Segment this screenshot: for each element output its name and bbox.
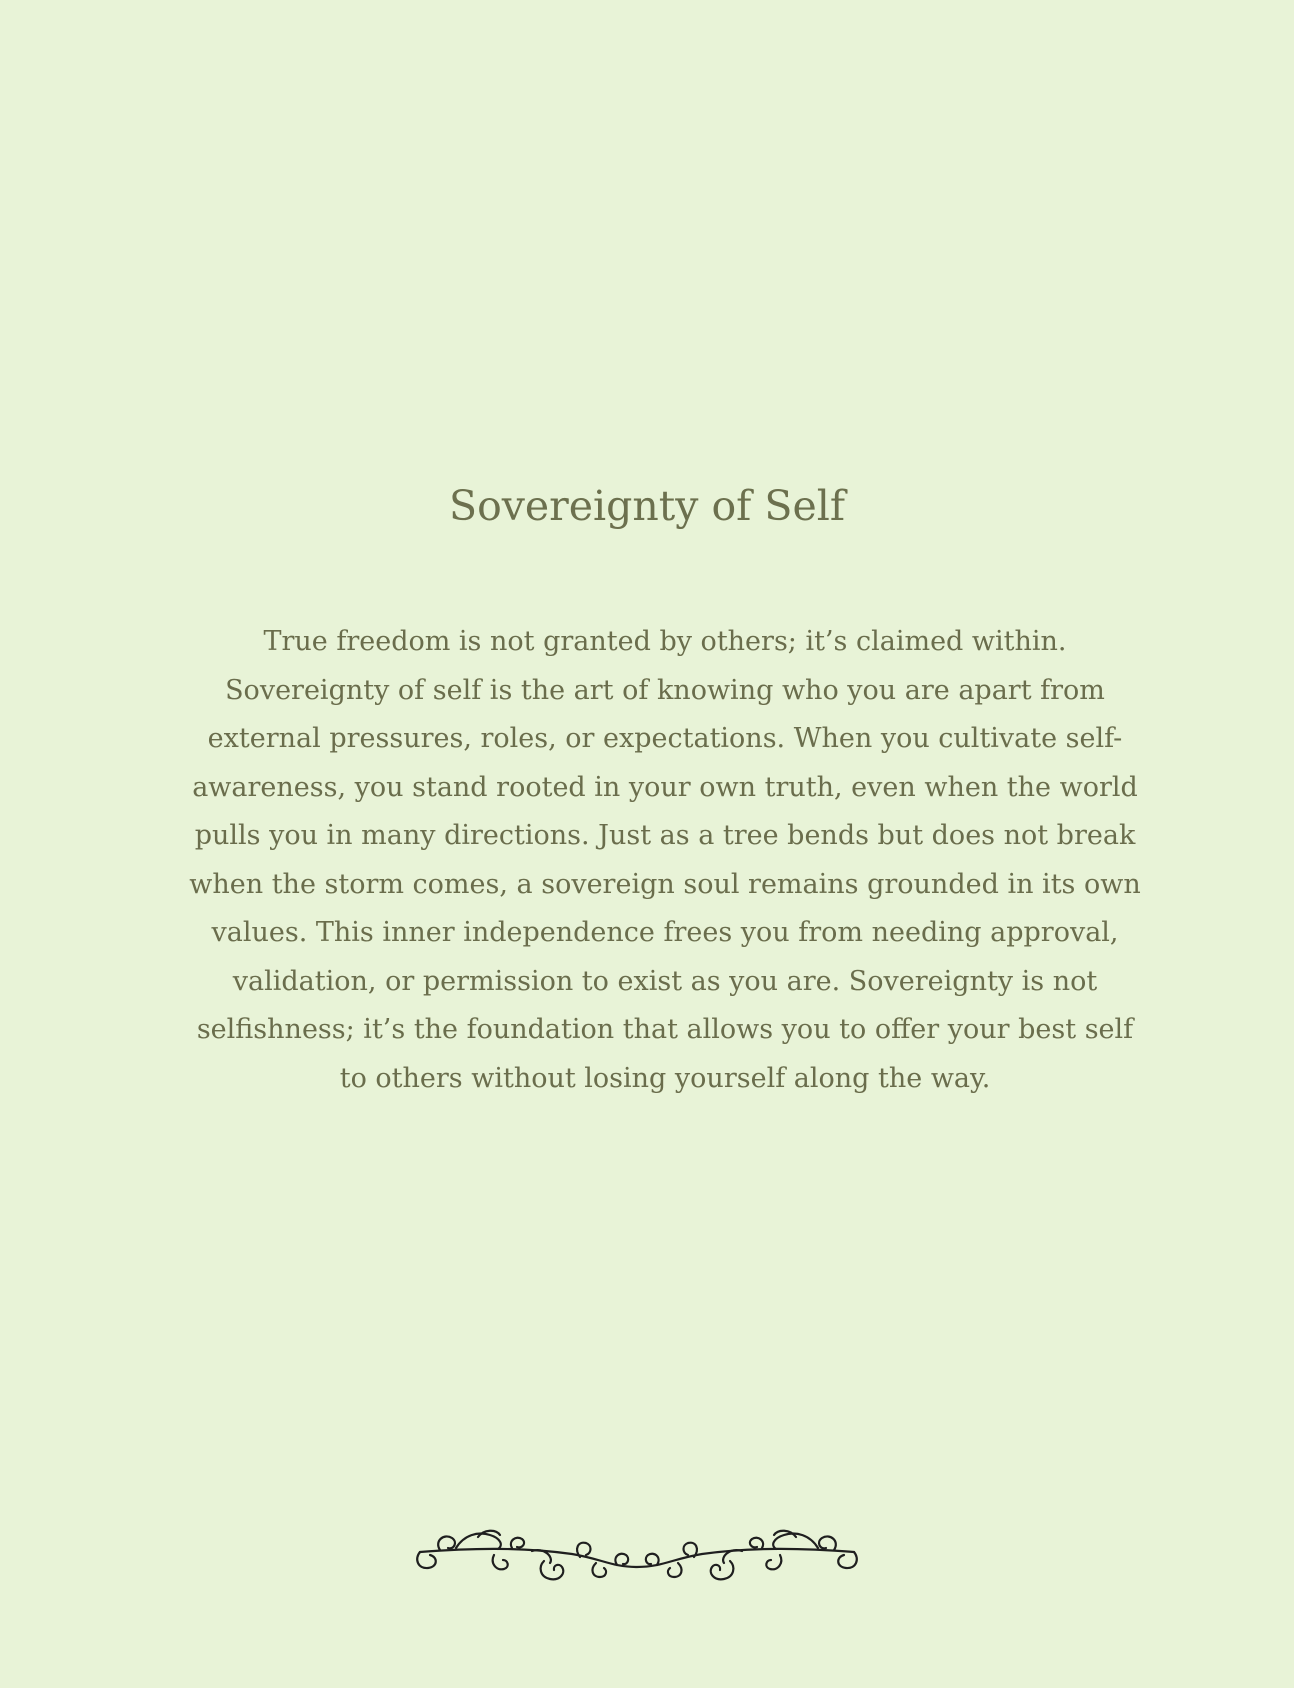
page-title: Sovereignty of Self bbox=[448, 482, 846, 530]
flourish-divider-icon bbox=[412, 1515, 862, 1590]
body-paragraph: True freedom is not granted by others; it’s claimed within. Sovereignty of self is the art of knowing who you are apart from external pressures, roles, or expectations. When you cultivate self-awareness, you stand rooted in your own truth, even when the world pulls you in many directions. Just as a tree bends but does not break when the storm comes, a sovereign soul remains grounded in its own values. This inner independence frees you from needing approval, validation, or permission to exist as you are. Sovereignty is not selfishness; it’s the foundation that allows you to offer your best self to others without losing yourself along the way. bbox=[189, 626, 1141, 1094]
